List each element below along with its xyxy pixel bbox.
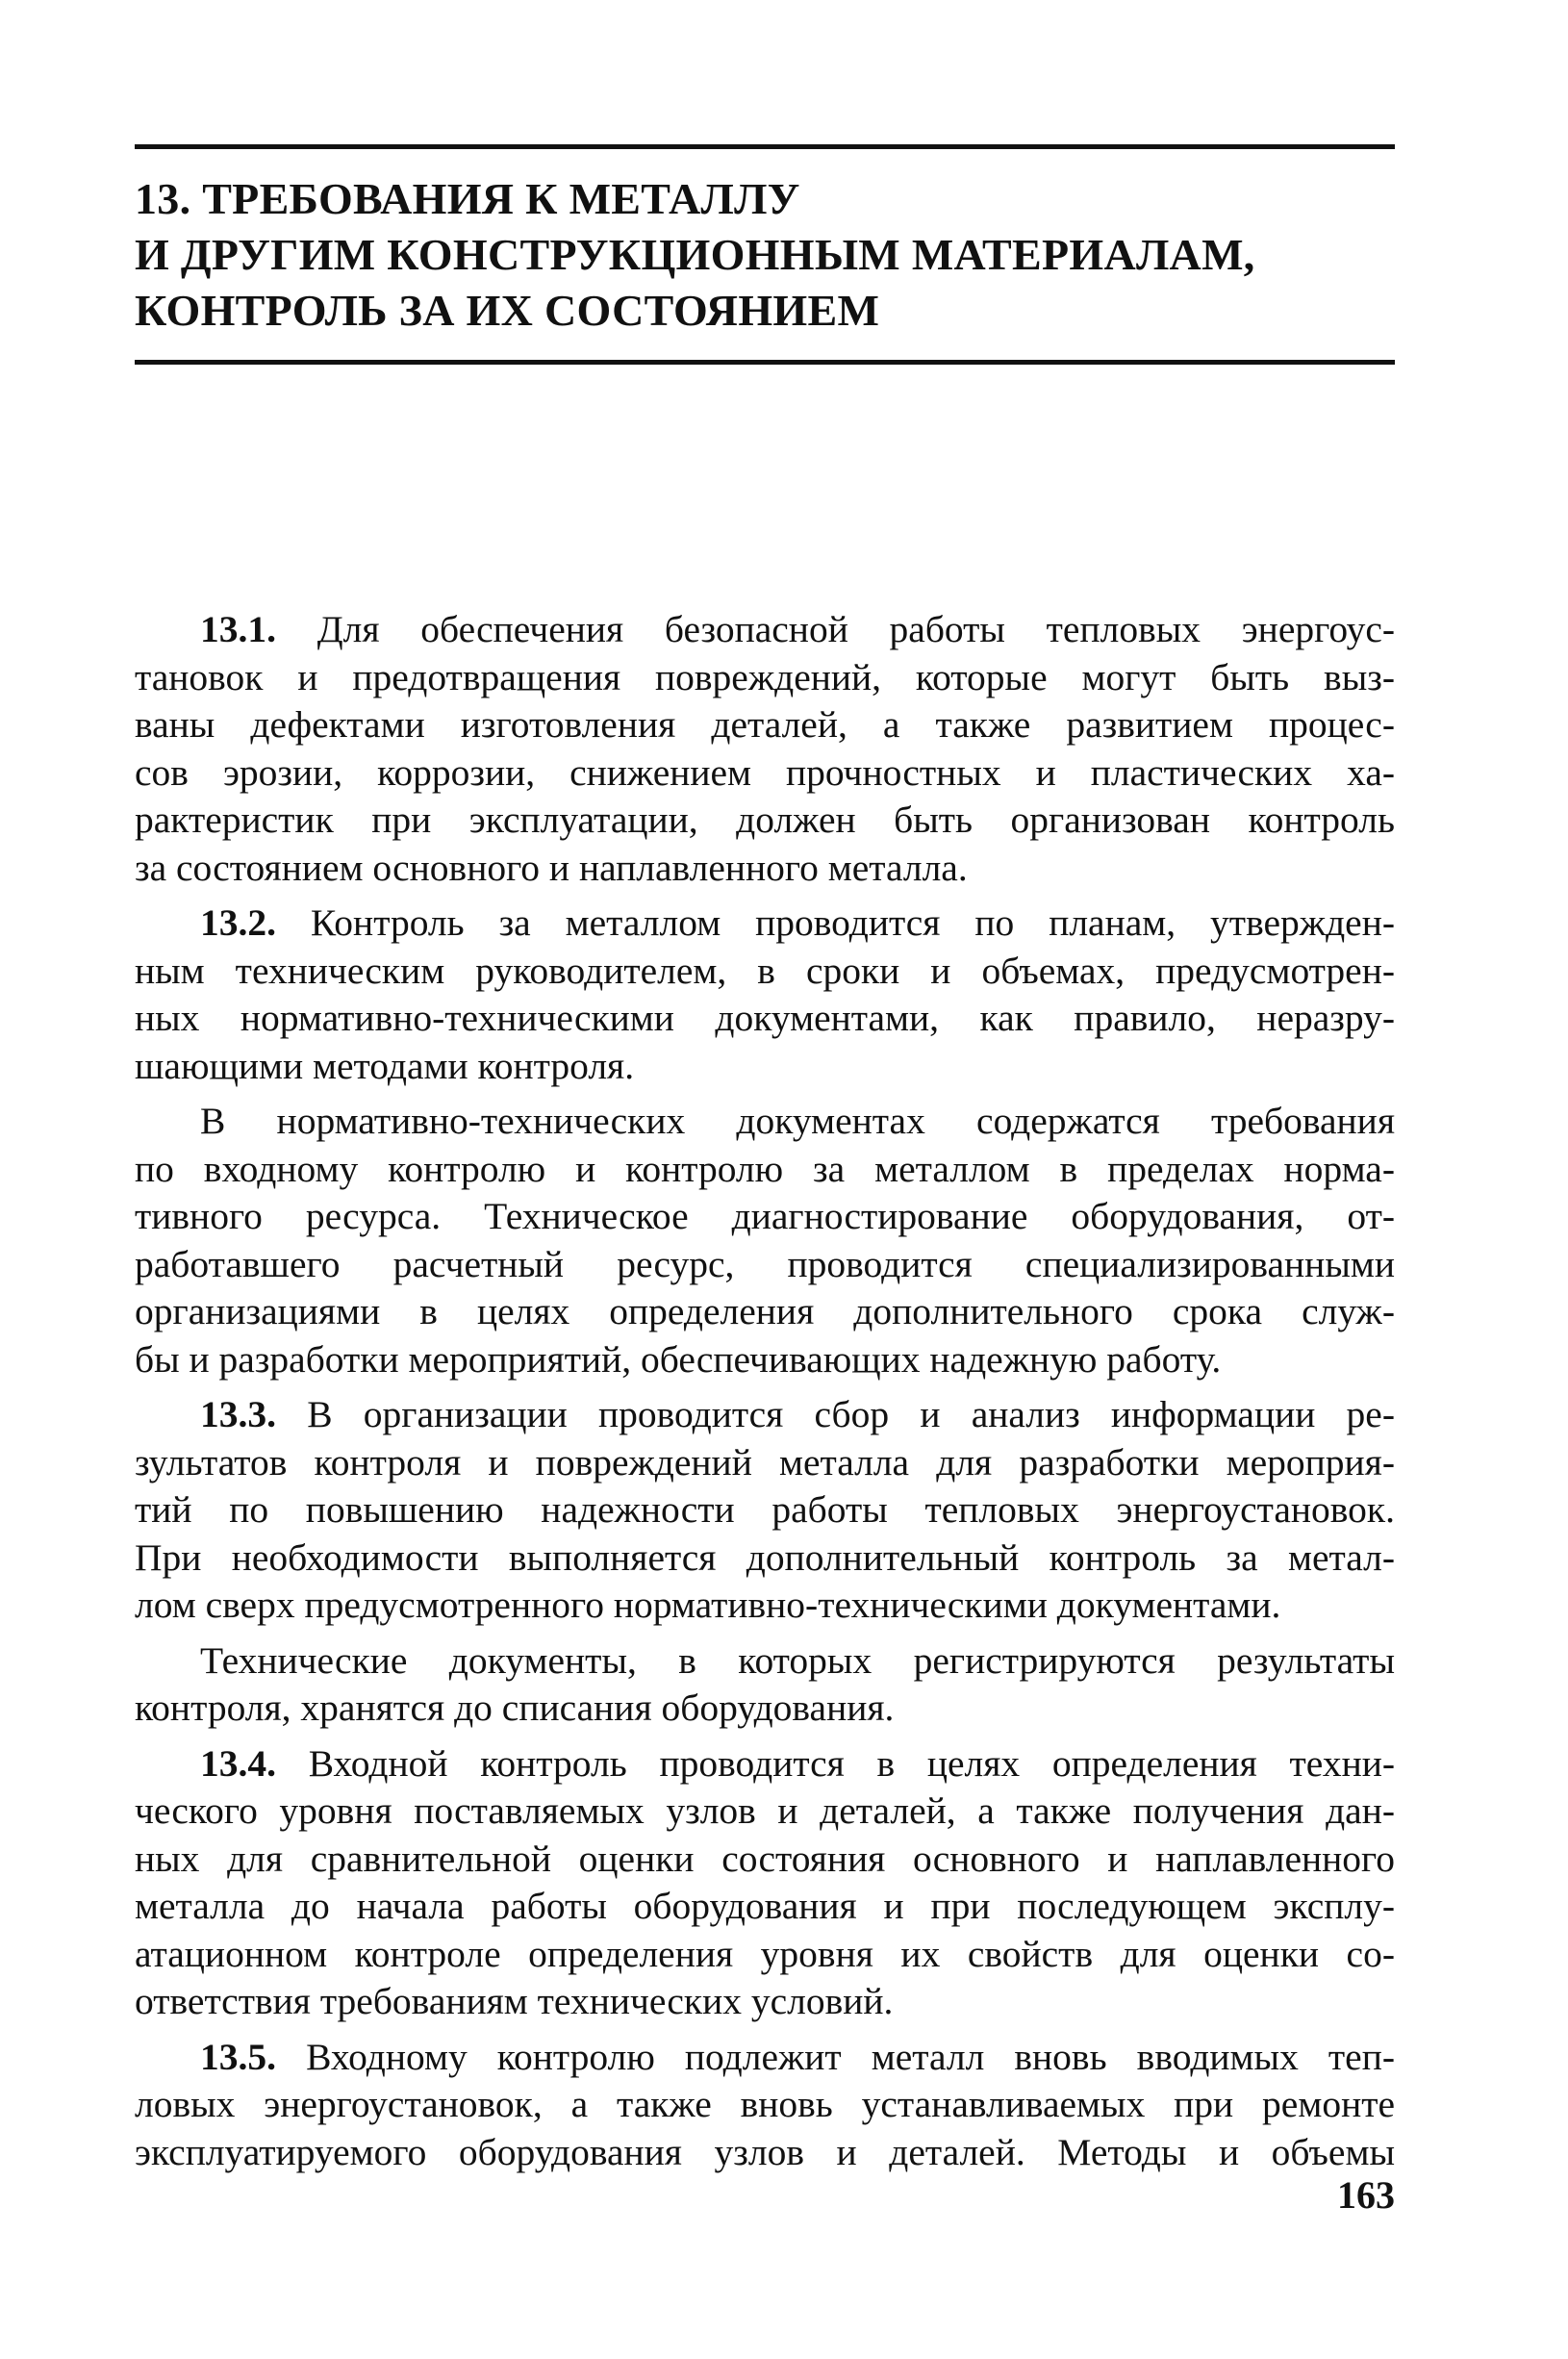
paragraph-line — [135, 2081, 1395, 2129]
paragraph-line — [135, 1637, 1395, 1686]
line-text: металла до начала работы оборудования и при последующем эксплу- — [135, 1885, 1395, 1927]
paragraph-line — [135, 1391, 1395, 1439]
paragraph-line — [135, 1043, 1395, 1091]
paragraph-line — [135, 948, 1395, 996]
line-text: рактеристик при эксплуатации, должен быть организован контроль — [135, 799, 1395, 841]
line-text: работавшего расчетный ресурс, проводится специализированными — [135, 1242, 1395, 1285]
paragraph-line — [135, 1535, 1395, 1583]
line-text: атационном контроле определения уровня их свойств для оценки со- — [135, 1932, 1395, 1975]
paragraph-line — [135, 845, 1395, 893]
body-text — [135, 606, 1395, 2184]
line-text: Для обеспечения безопасной работы тепловых энергоус- — [276, 608, 1395, 650]
paragraph-line — [135, 1146, 1395, 1194]
line-text: ных для сравнительной оценки состояния основного и наплавленного — [135, 1837, 1395, 1880]
line-text: шающими методами контроля. — [135, 1044, 635, 1087]
chapter-title — [135, 171, 1395, 339]
line-text: тановок и предотвращения повреждений, которые могут быть выз- — [135, 655, 1395, 698]
paragraph-line — [135, 1439, 1395, 1487]
paragraph-line — [135, 1978, 1395, 2026]
line-text: за состоянием основного и наплавленного металла. — [135, 846, 968, 889]
paragraph — [135, 900, 1395, 1090]
line-text: тий по повышению надежности работы тепловых энергоустановок. — [135, 1488, 1395, 1531]
line-text: В организации проводится сбор и анализ информации ре- — [276, 1393, 1395, 1435]
paragraph-line — [135, 1931, 1395, 1979]
paragraph-line — [135, 1685, 1395, 1733]
line-text: тивного ресурса. Техническое диагностирование оборудования, от- — [135, 1195, 1395, 1237]
paragraph-line — [135, 1288, 1395, 1336]
line-text: ловых энергоустановок, а также вновь устанавливаемых при ремонте — [135, 2083, 1395, 2125]
paragraph-line — [135, 1740, 1395, 1788]
line-text: ным техническим руководителем, в сроки и объемах, предусмотрен- — [135, 949, 1395, 992]
top-rule — [135, 144, 1395, 149]
paragraph-line — [135, 2129, 1395, 2177]
chapter-title-line: 13. ТРЕБОВАНИЯ К МЕТАЛЛУ — [135, 174, 800, 223]
clause-number: 13.5. — [200, 2035, 276, 2078]
line-text: ных нормативно-техническими документами, как правило, неразру- — [135, 997, 1395, 1039]
paragraph-line — [135, 1582, 1395, 1630]
bottom-rule — [135, 360, 1395, 365]
clause-number: 13.4. — [200, 1741, 276, 1785]
line-text: ваны дефектами изготовления деталей, а также развитием процес- — [135, 703, 1395, 746]
line-text: При необходимости выполняется дополнительный контроль за метал- — [135, 1535, 1395, 1579]
line-text: Контроль за металлом проводится по планам, утвержден- — [276, 901, 1395, 944]
paragraph-line — [135, 2034, 1395, 2082]
paragraph-line — [135, 606, 1395, 654]
paragraph — [135, 606, 1395, 892]
paragraph-line — [135, 1336, 1395, 1384]
clause-number: 13.1. — [200, 608, 276, 650]
paragraph-line — [135, 1788, 1395, 1836]
line-text: ческого уровня поставляемых узлов и деталей, а также получения дан- — [135, 1789, 1395, 1832]
chapter-title-line: КОНТРОЛЬ ЗА ИХ СОСТОЯНИЕМ — [135, 286, 880, 335]
paragraph-line — [135, 1098, 1395, 1146]
paragraph — [135, 1637, 1395, 1733]
paragraph-line — [135, 654, 1395, 702]
paragraph — [135, 1098, 1395, 1383]
line-text: Технические документы, в которых регистрируются результаты — [200, 1638, 1395, 1682]
paragraph-line — [135, 1883, 1395, 1931]
paragraph-line — [135, 797, 1395, 845]
line-text: бы и разработки мероприятий, обеспечивающих надежную работу. — [135, 1337, 1222, 1381]
line-text: организациями в целях определения дополнительного срока служ- — [135, 1290, 1395, 1332]
paragraph-line — [135, 1486, 1395, 1535]
paragraph — [135, 1391, 1395, 1630]
line-text: В нормативно-технических документах содержатся требования — [200, 1100, 1395, 1142]
paragraph-line — [135, 1193, 1395, 1241]
clause-number: 13.2. — [200, 901, 276, 944]
paragraph-line — [135, 1241, 1395, 1289]
paragraph — [135, 2034, 1395, 2177]
paragraph-line — [135, 900, 1395, 948]
line-text: ответствия требованиям технических условий. — [135, 1980, 894, 2022]
line-text: Входному контролю подлежит металл вновь вводимых теп- — [276, 2035, 1395, 2078]
paragraph-line — [135, 1836, 1395, 1884]
chapter-title-line: И ДРУГИМ КОНСТРУКЦИОННЫМ МАТЕРИАЛАМ, — [135, 230, 1255, 279]
clause-number: 13.3. — [200, 1393, 276, 1435]
paragraph-line — [135, 701, 1395, 749]
line-text: лом сверх предусмотренного нормативно-техническими документами. — [135, 1584, 1281, 1626]
line-text: сов эрозии, коррозии, снижением прочностных и пластических ха- — [135, 750, 1395, 794]
paragraph-line — [135, 995, 1395, 1043]
line-text: по входному контролю и контролю за металлом в пределах норма- — [135, 1147, 1395, 1190]
line-text: контроля, хранятся до списания оборудования. — [135, 1687, 895, 1729]
line-text: эксплуатируемого оборудования узлов и деталей. Методы и объемы — [135, 2130, 1395, 2173]
line-text: зультатов контроля и повреждений металла для разработки мероприя- — [135, 1440, 1395, 1484]
paragraph — [135, 1740, 1395, 2026]
paragraph-line — [135, 749, 1395, 798]
page-number: 163 — [1337, 2173, 1395, 2217]
line-text: Входной контроль проводится в целях определения техни- — [276, 1741, 1395, 1785]
